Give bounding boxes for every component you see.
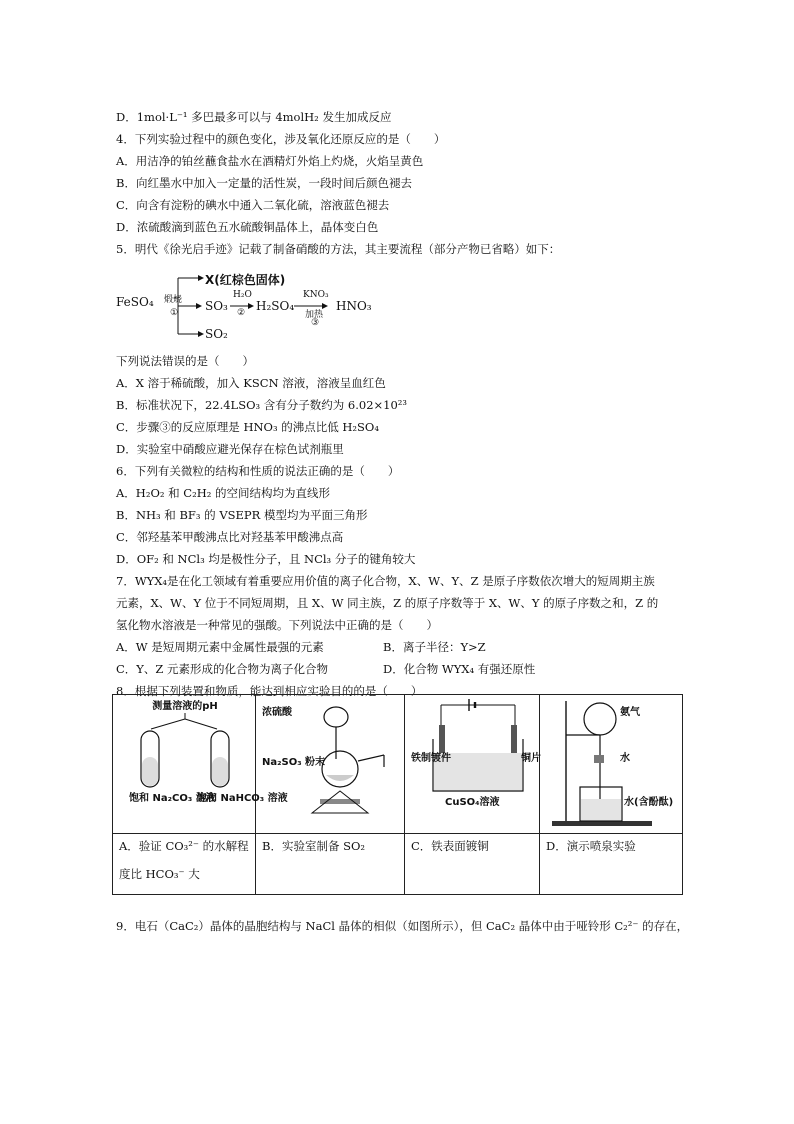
question-7-line-3: 氢化物水溶液是一种常见的强酸。下列说法中正确的是（ ）: [116, 618, 438, 632]
apparatus-b-powder-label: Na₂SO₃ 粉末: [262, 757, 326, 768]
question-5-option-c: C．步骤③的反应原理是 HNO₃ 的沸点比低 H₂SO₄: [116, 420, 379, 434]
apparatus-d-gas-label: 氨气: [620, 707, 640, 718]
apparatus-b-caption-text: B．实验室制备 SO₂: [262, 839, 366, 853]
apparatus-a-top-label: 测量溶液的pH: [152, 701, 218, 712]
question-6: 6．下列有关微粒的结构和性质的说法正确的是（ ）: [116, 464, 400, 478]
question-4: 4．下列实验过程中的颜色变化，涉及氧化还原反应的是（ ）: [116, 132, 446, 146]
apparatus-d-caption-text: D．演示喷泉实验: [546, 839, 636, 853]
question-7-option-d: D．化合物 WYX₄ 有强还原性: [383, 662, 536, 676]
question-6-option-d: D．OF₂ 和 NCl₃ 均是极性分子，且 NCl₃ 分子的键角较大: [116, 552, 416, 566]
apparatus-a-caption-line-2: 度比 HCO₃⁻ 大: [119, 867, 200, 881]
apparatus-c-caption-text: C．铁表面镀铜: [411, 839, 489, 853]
scheme-h2so4: H₂SO₄: [256, 299, 295, 313]
apparatus-a-right-label: 饱和 NaHCO₃ 溶液: [197, 793, 288, 804]
scheme-kno3: KNO₃: [303, 290, 329, 300]
question-8: 8．根据下列装置和物质，能达到相应实验目的的是（ ）: [116, 684, 423, 698]
so2-generator-diagram: [256, 695, 404, 829]
question-4-option-c: C．向含有淀粉的碘水中通入二氧化硫，溶液蓝色褪去: [116, 198, 390, 212]
question-6-option-a: A．H₂O₂ 和 C₂H₂ 的空间结构均为直线形: [116, 486, 330, 500]
question-7-line-2: 元素，X、W、Y 位于不同短周期，且 X、W 同主族，Z 的原子序数等于 X、W、Y 的原子序数之和，Z 的: [116, 596, 659, 610]
question-5-option-d: D．实验室中硝酸应避光保存在棕色试剂瓶里: [116, 442, 344, 456]
apparatus-d-figure: [540, 695, 683, 834]
apparatus-d-water-label: 水: [620, 753, 630, 764]
apparatus-b-caption: [256, 834, 405, 895]
question-9: 9．电石（CaC₂）晶体的晶胞结构与 NaCl 晶体的相似（如图所示），但 CaC₂ 晶体中由于哑铃形 C₂²⁻ 的存在，: [116, 919, 689, 933]
scheme-so3: SO₃: [205, 299, 228, 313]
apparatus-a-caption-line-1: A．验证 CO₃²⁻ 的水解程: [119, 839, 249, 853]
question-7-option-a: A．W 是短周期元素中金属性最强的元素: [116, 640, 324, 654]
scheme-heat: 加热: [305, 310, 324, 320]
apparatus-table: [112, 694, 683, 895]
scheme-x-product: X(红棕色固体): [205, 273, 286, 287]
apparatus-c-left-label: 铁制镀件: [411, 753, 451, 764]
question-5-stem: 下列说法错误的是（ ）: [116, 354, 254, 368]
question-6-option-b: B．NH₃ 和 BF₃ 的 VSEPR 模型均为平面三角形: [116, 508, 368, 522]
apparatus-c-figure: [405, 695, 540, 834]
question-4-option-d: D．浓硫酸滴到蓝色五水硫酸铜晶体上，晶体变白色: [116, 220, 379, 234]
question-7-option-c: C．Y、Z 元素形成的化合物为离子化合物: [116, 662, 329, 676]
apparatus-b-figure: [256, 695, 405, 834]
electroplating-diagram: [405, 695, 539, 829]
question-5-option-b: B．标准状况下，22.4LSO₃ 含有分子数约为 6.02×10²³: [116, 398, 408, 412]
question-7-option-b: B．离子半径：Y>Z: [383, 640, 486, 654]
question-7-line-1: 7．WYX₄是在化工领域有着重要应用价值的离子化合物，X、W、Y、Z 是原子序数依次增大的短周期主族: [116, 574, 655, 588]
apparatus-a-left-label: 饱和 Na₂CO₃ 溶液: [129, 793, 216, 804]
question-5-option-a: A．X 溶于稀硫酸，加入 KSCN 溶液，溶液呈血红色: [116, 376, 386, 390]
scheme-so2: SO₂: [205, 327, 228, 341]
scheme-step1-label: 煅烧: [164, 295, 183, 305]
apparatus-c-right-label: 铜片: [521, 753, 541, 764]
apparatus-d-caption: [540, 834, 683, 895]
option-1d: D．1mol·L⁻¹ 多巴最多可以与 4molH₂ 发生加成反应: [116, 110, 392, 124]
scheme-step1-num: ①: [170, 308, 179, 318]
apparatus-c-solution-label: CuSO₄溶液: [445, 797, 500, 808]
apparatus-a-caption: [113, 834, 256, 895]
scheme-hno3: HNO₃: [336, 299, 372, 313]
question-4-option-b: B．向红墨水中加入一定量的活性炭，一段时间后颜色褪去: [116, 176, 412, 190]
scheme-feso4: FeSO₄: [116, 295, 154, 309]
fountain-experiment-diagram: [540, 695, 682, 829]
apparatus-d-beaker-label: 水(含酚酞): [624, 797, 674, 808]
question-5: 5．明代《徐光启手迹》记载了制备硝酸的方法，其主要流程（部分产物已省略）如下：: [116, 242, 561, 256]
scheme-step3-num: ③: [311, 318, 320, 328]
question-6-option-c: C．邻羟基苯甲酸沸点比对羟基苯甲酸沸点高: [116, 530, 344, 544]
apparatus-c-caption: [405, 834, 540, 895]
scheme-h2o: H₂O: [233, 290, 252, 300]
question-4-option-a: A．用洁净的铂丝蘸食盐水在酒精灯外焰上灼烧，火焰呈黄色: [116, 154, 424, 168]
scheme-step2-num: ②: [237, 308, 246, 318]
apparatus-b-acid-label: 浓硫酸: [262, 707, 292, 718]
